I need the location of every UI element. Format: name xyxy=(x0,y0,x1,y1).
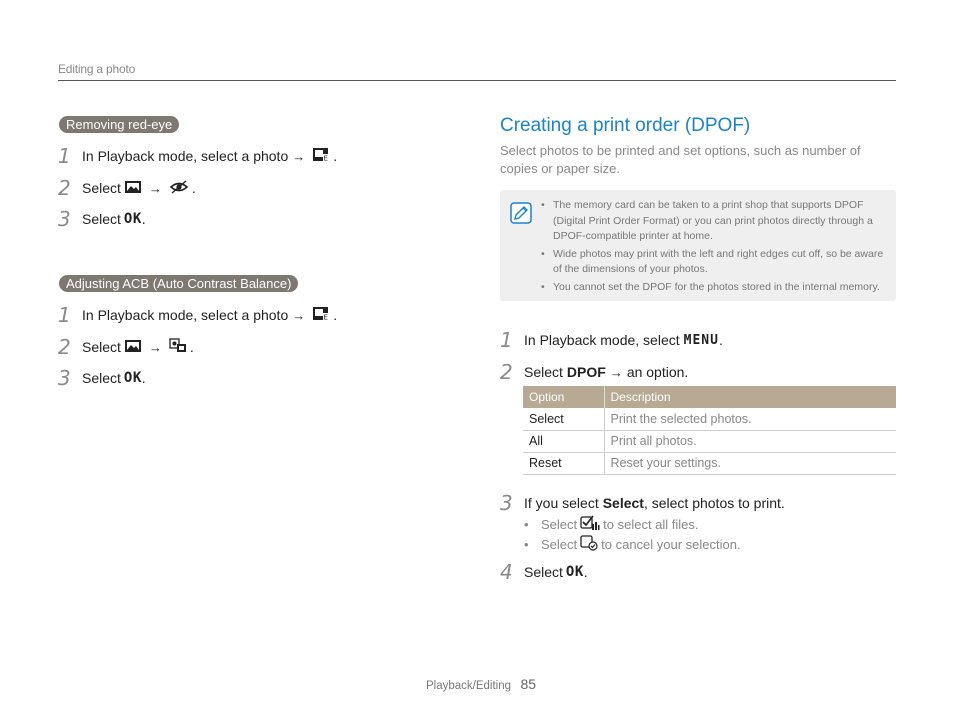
page-number: 85 xyxy=(520,676,537,692)
sub-bullet-text: to cancel your selection. xyxy=(601,536,741,552)
step-end: , select photos to print. xyxy=(643,495,785,511)
table-row xyxy=(523,452,896,474)
sub-bullet-text: to select all files. xyxy=(603,516,699,532)
step-number: 2 xyxy=(58,335,71,359)
bullet: • xyxy=(524,516,529,532)
sub-bullet-select-all xyxy=(524,514,699,534)
step-number: 3 xyxy=(500,491,513,515)
footer-section: Playback/Editing xyxy=(426,680,512,692)
step-number: 1 xyxy=(58,303,71,327)
table-row xyxy=(523,408,896,430)
note-item: • You cannot set the DPOF for the photos stored in the internal memory. xyxy=(540,280,890,296)
arrow: → xyxy=(609,364,623,380)
table-header-description: Description xyxy=(604,386,896,408)
table-cell-option: Reset xyxy=(523,452,604,474)
table-cell-description: Print the selected photos. xyxy=(604,408,896,430)
step-end: . xyxy=(191,180,196,196)
step-end: . xyxy=(718,332,723,348)
note-box xyxy=(500,190,896,301)
options-table xyxy=(523,386,896,475)
acb-step-1 xyxy=(58,305,337,325)
step-end: . xyxy=(583,564,588,580)
acb-icon xyxy=(169,338,187,356)
acb-step-3 xyxy=(58,368,146,388)
page-title: Creating a print order (DPOF) xyxy=(500,115,751,136)
step-text: In Playback mode, select xyxy=(524,332,680,348)
step-end: an option. xyxy=(626,364,689,380)
table-row xyxy=(523,430,896,452)
step-number: 2 xyxy=(500,360,513,384)
sub-bullet-text: Select xyxy=(541,516,578,532)
table-cell-description: Print all photos. xyxy=(604,430,896,452)
step-text: If you select xyxy=(524,495,599,511)
red-eye-step-2 xyxy=(58,178,196,198)
bullet: • xyxy=(524,536,529,552)
step-end: . xyxy=(141,211,146,227)
step-number: 4 xyxy=(500,560,513,584)
section-heading-red-eye: Removing red-eye xyxy=(59,116,179,133)
table-header-row xyxy=(523,386,896,408)
table-cell-option: Select xyxy=(523,408,604,430)
svg-text:E: E xyxy=(323,313,329,321)
arrow: → xyxy=(292,307,306,323)
step-end: . xyxy=(189,339,194,355)
note-item: • The memory card can be taken to a print shop that supports DPOF (Digital Print Order Format) or you can print photos directly through a DPOF-compatible printer at home. xyxy=(540,198,890,245)
arrow: → xyxy=(292,148,306,164)
menu-button-glyph: MENU xyxy=(683,332,719,348)
ok-button-glyph: OK xyxy=(123,211,142,227)
note-pencil-icon xyxy=(510,202,532,229)
red-eye-step-1 xyxy=(58,146,337,166)
step-end: . xyxy=(333,148,338,164)
step-text: Select xyxy=(524,364,563,380)
intro-paragraph: Select photos to be printed and set options, such as number of copies or paper size. xyxy=(500,143,861,176)
dpof-step-1 xyxy=(500,330,723,350)
arrow: → xyxy=(148,180,162,196)
cancel-selection-icon xyxy=(580,534,598,554)
step-end: . xyxy=(141,370,146,386)
select-option-label: Select xyxy=(602,495,644,511)
page-footer xyxy=(426,676,536,694)
svg-text:E: E xyxy=(323,154,329,162)
breadcrumb: Editing a photo xyxy=(58,62,136,76)
sub-bullet-cancel xyxy=(524,534,741,554)
dpof-step-2 xyxy=(500,362,688,382)
table-cell-option: All xyxy=(523,430,604,452)
table-header-option: Option xyxy=(523,386,604,408)
step-text: In Playback mode, select a photo xyxy=(82,148,289,164)
step-text: Select xyxy=(82,370,121,386)
header-divider xyxy=(58,80,896,81)
note-list xyxy=(540,198,890,297)
red-eye-step-3 xyxy=(58,209,146,229)
arrow: → xyxy=(148,339,162,355)
step-text: Select xyxy=(82,339,121,355)
step-number: 2 xyxy=(58,176,71,200)
section-heading-acb: Adjusting ACB (Auto Contrast Balance) xyxy=(59,275,298,292)
dpof-option-label: DPOF xyxy=(566,364,606,380)
ok-button-glyph: OK xyxy=(123,370,142,386)
photo-edit-icon xyxy=(124,180,142,197)
step-end: . xyxy=(333,307,338,323)
step-text: Select xyxy=(82,211,121,227)
red-eye-fix-icon xyxy=(169,180,189,197)
note-item: • Wide photos may print with the left and right edges cut off, so be aware of the dimensions of your photos. xyxy=(540,247,890,278)
edit-menu-icon xyxy=(312,147,330,165)
photo-edit-icon xyxy=(124,339,142,356)
step-number: 1 xyxy=(58,144,71,168)
select-all-icon xyxy=(580,514,600,534)
edit-menu-icon xyxy=(312,306,330,324)
step-number: 3 xyxy=(58,207,71,231)
step-number: 1 xyxy=(500,328,513,352)
ok-button-glyph: OK xyxy=(565,564,584,580)
step-number: 3 xyxy=(58,366,71,390)
step-text: In Playback mode, select a photo xyxy=(82,307,289,323)
dpof-step-4 xyxy=(500,562,588,582)
sub-bullet-text: Select xyxy=(541,536,578,552)
table-cell-description: Reset your settings. xyxy=(604,452,896,474)
dpof-step-3 xyxy=(500,493,785,513)
step-text: Select xyxy=(82,180,121,196)
step-text: Select xyxy=(524,564,563,580)
acb-step-2 xyxy=(58,337,194,357)
